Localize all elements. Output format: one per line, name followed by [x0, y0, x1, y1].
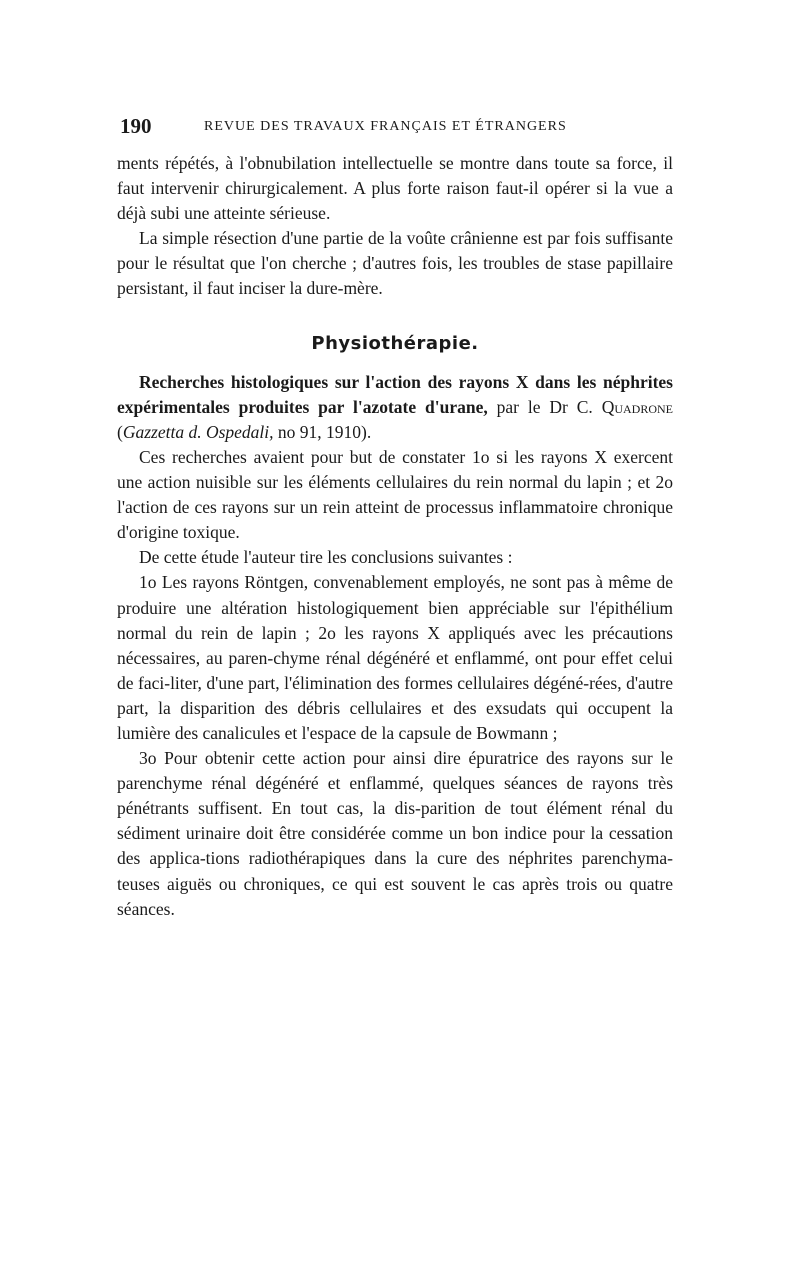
article-title: Recherches histologiques sur l'action des rayons X dans les néphrites expérimentales produites par l'azotate d'urane,: [117, 371, 673, 417]
source-details: no 91, 1910).: [273, 421, 372, 442]
paragraph: 3o Pour obtenir cette action pour ainsi dire épuratrice des rayons sur le parenchyme rénal dégénéré et enflammé, quelques séances de rayons très pénétrants suffisent. En tout cas, la dis-parition de tout élément rénal du sédiment urinaire doit être considérée comme un bon indice pour la cessation des applica-tions radiothérapiques dans la cure des néphrites parenchyma-teuses aiguës ou chroniques, ce qui est souvent le cas après trois ou quatre séances.: [117, 748, 673, 919]
section-heading: Physiothérapie.: [311, 332, 479, 354]
byline-prefix: par le Dr C.: [496, 396, 602, 417]
paragraph-continuation: ments répétés, à l'obnubilation intellectuelle se montre dans toute sa force, il faut intervenir chirurgicalement. A plus forte raison faut-il opérer si la vue a déjà subi une atteinte sérieuse.: [117, 153, 673, 224]
article-heading: [117, 370, 673, 445]
paragraph: La simple résection d'une partie de la voûte crânienne est par fois suffisante pour le résultat que l'on cherche ; d'autres fois, les troubles de stase papillaire persistant, il faut inciser la dure-mère.: [117, 228, 673, 299]
page-number: 190: [120, 114, 152, 138]
author-name: Quadrone: [601, 396, 673, 417]
body-text: [117, 151, 673, 922]
source-open: (: [117, 421, 123, 442]
paragraph: De cette étude l'auteur tire les conclusions suivantes :: [139, 547, 513, 568]
journal-name: Gazzetta d. Ospedali,: [122, 421, 274, 442]
running-head: REVUE DES TRAVAUX FRANÇAIS ET ÉTRANGERS: [204, 119, 567, 134]
paragraph: Ces recherches avaient pour but de constater 1o si les rayons X exercent une action nuisible sur les éléments cellulaires du rein normal du lapin ; et 2o l'action de ces rayons sur un rein atteint de processus inflammatoire chronique d'origine toxique.: [117, 446, 673, 543]
paragraph: 1o Les rayons Röntgen, convenablement employés, ne sont pas à même de produire une altération histologiquement bien appréciable sur l'épithélium normal du rein de lapin ; 2o les rayons X appliqués avec les précautions nécessaires, au paren-chyme rénal dégénéré et enflammé, ont pour effet celui de faci-liter, d'une part, l'élimination des formes cellulaires dégéné-rées, d'autre part, la disparition des débris cellulaires et des exsudats qui occupent la lumière des canalicules et l'espace de la capsule de Bowmann ;: [117, 572, 673, 743]
